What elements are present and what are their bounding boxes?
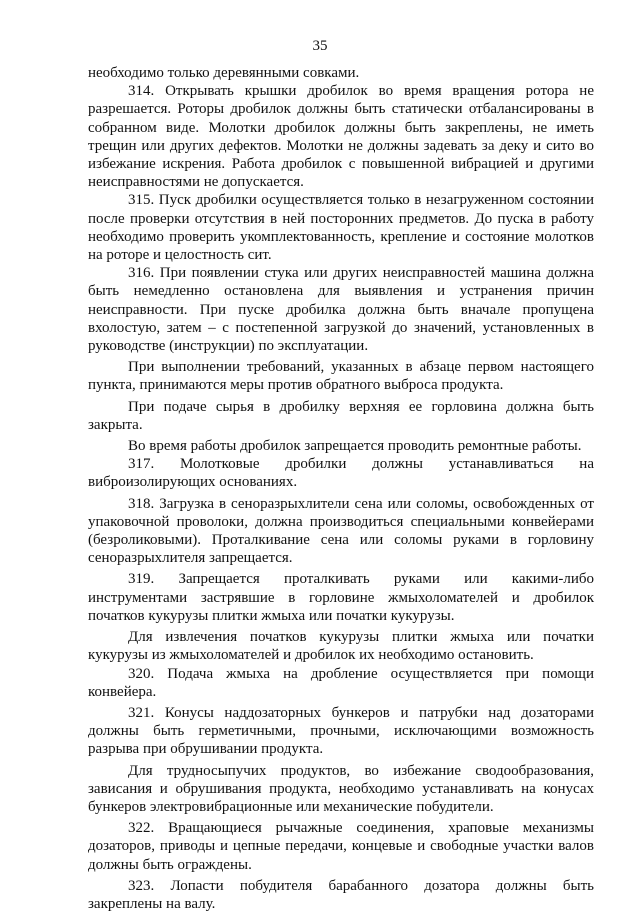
- paragraph-318: 318. Загрузка в сеноразрыхлители сена или соломы, освобожденных от упаковочной проволоки, должна производиться специальными конвейерами (безроликовыми). Проталкивание сена или соломы руками в горловину сеноразрыхлителя запрещается.: [88, 495, 594, 567]
- paragraph-315: 315. Пуск дробилки осуществляется только в незагруженном состоянии после проверки отсутствия в ней посторонних предметов. До пуска в работу необходимо проверить укомплектованность, крепление и состояние молотков на роторе и целостность сит.: [88, 192, 594, 264]
- paragraph-321-note: Для трудносыпучих продуктов, во избежание сводообразования, зависания и обрушивания продукта, необходимо устанавливать на конусах бункеров электровибрационные или механические побудители.: [88, 762, 594, 815]
- paragraph-317: 317. Молотковые дробилки должны устанавливаться на виброизолирующих основаниях.: [88, 456, 594, 491]
- paragraph-319-note: Для извлечения початков кукурузы плитки жмыха или початки кукурузы из жмыхоломателей и дробилок их необходимо остановить.: [88, 629, 594, 664]
- paragraph-316-note-3: Во время работы дробилок запрещается проводить ремонтные работы.: [128, 438, 582, 455]
- paragraph-316: 316. При появлении стука или других неисправностей машина должна быть немедленно остановлена для выявления и устранения причин неисправности. При пуске дробилка должна быть вначале пропущена вхолостую, затем – с постепенной загрузкой до значений, установленных в руководстве (инструкции) по эксплуатации.: [88, 265, 594, 355]
- paragraph-314: 314. Открывать крышки дробилок во время вращения ротора не разрешается. Роторы дробилок должны быть статически отбалансированы в собранном виде. Молотки дробилок должны быть закреплены, не иметь трещин или других дефектов. Молотки не должны задевать за деку и сито во избежание искрения. Работа дробилок с повышенной вибрацией и другими неисправностями не допускается.: [88, 83, 594, 191]
- paragraph-319: 319. Запрещается проталкивать руками или какими-либо инструментами застрявшие в горловине жмыхоломателей и дробилок початков кукурузы плитки жмыха или початки кукурузы.: [88, 571, 594, 624]
- page-number: 35: [312, 38, 328, 54]
- paragraph-316-note-1: При выполнении требований, указанных в абзаце первом настоящего пункта, принимаются меры против обратного выброса продукта.: [88, 359, 594, 394]
- document-body: [88, 64, 594, 913]
- paragraph-322: 322. Вращающиеся рычажные соединения, храповые механизмы дозаторов, приводы и цепные передачи, концевые и свободные участки валов должны быть ограждены.: [88, 820, 594, 873]
- paragraph-321: 321. Конусы наддозаторных бункеров и патрубки над дозаторами должны быть герметичными, прочными, исключающими возможность разрыва при обрушивании продукта.: [88, 704, 594, 758]
- paragraph-316-note-2: При подаче сырья в дробилку верхняя ее горловина должна быть закрыта.: [88, 398, 594, 433]
- paragraph-320: 320. Подача жмыха на дробление осуществляется при помощи конвейера.: [88, 665, 594, 700]
- paragraph-323: 323. Лопасти побудителя барабанного дозатора должны быть закреплены на валу.: [88, 877, 594, 912]
- paragraph-continuation: необходимо только деревянными совками.: [88, 65, 360, 81]
